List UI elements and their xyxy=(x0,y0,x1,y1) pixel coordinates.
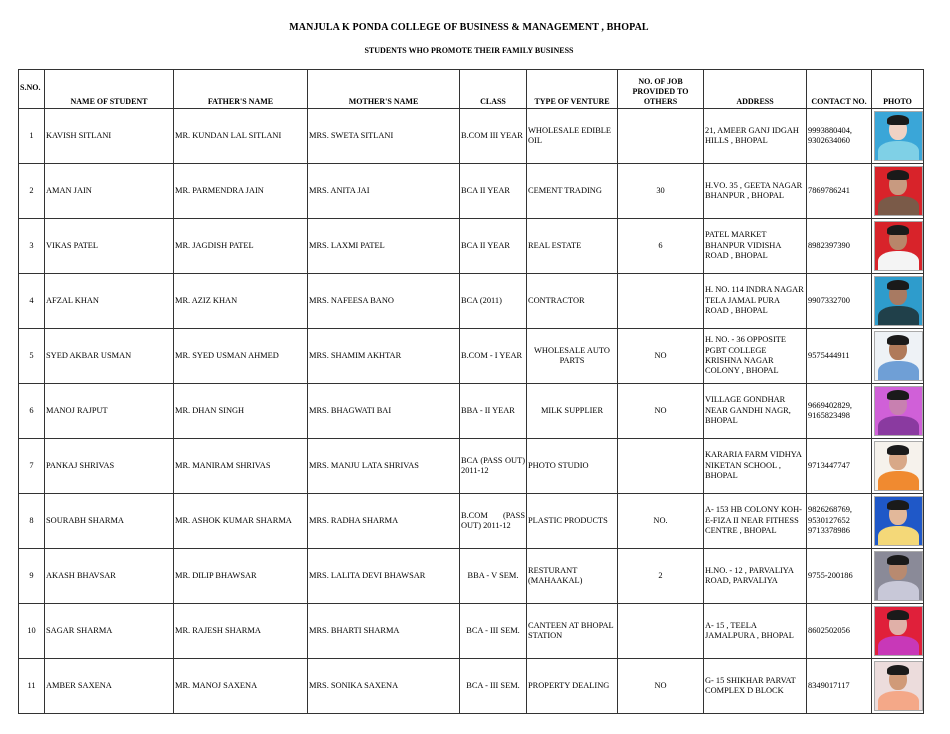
cell-student-name: SYED AKBAR USMAN xyxy=(45,329,174,384)
student-photo xyxy=(874,221,923,271)
cell-address: H.NO. - 12 , PARVALIYA ROAD, PARVALIYA xyxy=(704,549,807,604)
cell-photo xyxy=(872,109,924,164)
photo-shirt xyxy=(878,416,919,436)
cell-father-name: MR. MANIRAM SHRIVAS xyxy=(174,439,308,494)
cell-address: 21, AMEER GANJ IDGAH HILLS , BHOPAL xyxy=(704,109,807,164)
cell-class: BCA II YEAR xyxy=(460,164,527,219)
cell-venture: CEMENT TRADING xyxy=(527,164,618,219)
header-mother: MOTHER'S NAME xyxy=(308,70,460,109)
cell-photo xyxy=(872,329,924,384)
cell-father-name: MR. AZIZ KHAN xyxy=(174,274,308,329)
cell-photo xyxy=(872,439,924,494)
cell-jobs: NO xyxy=(618,659,704,714)
cell-jobs xyxy=(618,274,704,329)
header-name: NAME OF STUDENT xyxy=(45,70,174,109)
cell-class: BCA (2011) xyxy=(460,274,527,329)
cell-address: PATEL MARKET BHANPUR VIDISHA ROAD , BHOPAL xyxy=(704,219,807,274)
photo-hair xyxy=(887,225,909,235)
cell-contact: 7869786241 xyxy=(807,164,872,219)
student-photo xyxy=(874,496,923,546)
cell-venture: PLASTIC PRODUCTS xyxy=(527,494,618,549)
photo-shirt xyxy=(878,691,919,711)
table-row xyxy=(19,219,924,274)
cell-photo xyxy=(872,384,924,439)
student-photo xyxy=(874,606,923,656)
header-venture: TYPE OF VENTURE xyxy=(527,70,618,109)
cell-jobs: NO xyxy=(618,329,704,384)
cell-student-name: MANOJ RAJPUT xyxy=(45,384,174,439)
cell-venture: MILK SUPPLIER xyxy=(527,384,618,439)
cell-student-name: AMAN JAIN xyxy=(45,164,174,219)
cell-sno: 8 xyxy=(19,494,45,549)
cell-father-name: MR. RAJESH SHARMA xyxy=(174,604,308,659)
cell-jobs: NO. xyxy=(618,494,704,549)
cell-class: B.COM III YEAR xyxy=(460,109,527,164)
cell-contact: 9826268769, 9530127652 9713378986 xyxy=(807,494,872,549)
cell-contact: 9575444911 xyxy=(807,329,872,384)
photo-hair xyxy=(887,555,909,565)
student-photo xyxy=(874,551,923,601)
photo-hair xyxy=(887,390,909,400)
cell-mother-name: MRS. SHAMIM AKHTAR xyxy=(308,329,460,384)
cell-jobs: 6 xyxy=(618,219,704,274)
photo-shirt xyxy=(878,471,919,491)
cell-mother-name: MRS. SONIKA SAXENA xyxy=(308,659,460,714)
cell-address: A- 15 , TEELA JAMALPURA , BHOPAL xyxy=(704,604,807,659)
header-father: FATHER'S NAME xyxy=(174,70,308,109)
cell-jobs xyxy=(618,439,704,494)
cell-mother-name: MRS. NAFEESA BANO xyxy=(308,274,460,329)
document-title: MANJULA K PONDA COLLEGE OF BUSINESS & MANAGEMENT , BHOPAL xyxy=(289,22,649,33)
cell-photo xyxy=(872,549,924,604)
table-row xyxy=(19,274,924,329)
cell-address: A- 153 HB COLONY KOH-E-FIZA II NEAR FITHESS CENTRE , BHOPAL xyxy=(704,494,807,549)
cell-address: H. NO. 114 INDRA NAGAR TELA JAMAL PURA ROAD , BHOPAL xyxy=(704,274,807,329)
photo-shirt xyxy=(878,196,919,216)
student-photo xyxy=(874,111,923,161)
cell-father-name: MR. DHAN SINGH xyxy=(174,384,308,439)
cell-contact: 8982397390 xyxy=(807,219,872,274)
cell-father-name: MR. DILIP BHAWSAR xyxy=(174,549,308,604)
cell-address: H. NO. - 36 OPPOSITE PGBT COLLEGE KRISHNA NAGAR COLONY , BHOPAL xyxy=(704,329,807,384)
cell-photo xyxy=(872,164,924,219)
photo-hair xyxy=(887,445,909,455)
photo-shirt xyxy=(878,581,919,601)
cell-venture: PROPERTY DEALING xyxy=(527,659,618,714)
cell-father-name: MR. ASHOK KUMAR SHARMA xyxy=(174,494,308,549)
cell-father-name: MR. JAGDISH PATEL xyxy=(174,219,308,274)
cell-student-name: PANKAJ SHRIVAS xyxy=(45,439,174,494)
cell-photo xyxy=(872,604,924,659)
cell-mother-name: MRS. SWETA SITLANI xyxy=(308,109,460,164)
cell-jobs: NO xyxy=(618,384,704,439)
photo-hair xyxy=(887,280,909,290)
cell-jobs xyxy=(618,109,704,164)
cell-student-name: SOURABH SHARMA xyxy=(45,494,174,549)
photo-shirt xyxy=(878,526,919,546)
table-row xyxy=(19,439,924,494)
table-row xyxy=(19,659,924,714)
cell-photo xyxy=(872,274,924,329)
cell-father-name: MR. MANOJ SAXENA xyxy=(174,659,308,714)
cell-mother-name: MRS. BHARTI SHARMA xyxy=(308,604,460,659)
cell-sno: 3 xyxy=(19,219,45,274)
cell-sno: 11 xyxy=(19,659,45,714)
header-address: ADDRESS xyxy=(704,70,807,109)
header-class: CLASS xyxy=(460,70,527,109)
cell-contact: 8602502056 xyxy=(807,604,872,659)
header-sno: S.NO. xyxy=(19,70,45,109)
cell-class: BBA - V SEM. xyxy=(460,549,527,604)
cell-class: B.COM (PASS OUT) 2011-12 xyxy=(460,494,527,549)
photo-hair xyxy=(887,170,909,180)
cell-class: BCA (PASS OUT) 2011-12 xyxy=(460,439,527,494)
table-row xyxy=(19,384,924,439)
cell-sno: 7 xyxy=(19,439,45,494)
cell-sno: 1 xyxy=(19,109,45,164)
cell-mother-name: MRS. RADHA SHARMA xyxy=(308,494,460,549)
photo-shirt xyxy=(878,141,919,161)
photo-hair xyxy=(887,115,909,125)
cell-student-name: AKASH BHAVSAR xyxy=(45,549,174,604)
cell-student-name: KAVISH SITLANI xyxy=(45,109,174,164)
cell-class: BCA - III SEM. xyxy=(460,604,527,659)
cell-venture: REAL ESTATE xyxy=(527,219,618,274)
cell-sno: 10 xyxy=(19,604,45,659)
student-photo xyxy=(874,331,923,381)
cell-mother-name: MRS. MANJU LATA SHRIVAS xyxy=(308,439,460,494)
student-photo xyxy=(874,276,923,326)
student-photo xyxy=(874,661,923,711)
cell-photo xyxy=(872,494,924,549)
table-header-row xyxy=(19,70,924,109)
photo-hair xyxy=(887,500,909,510)
cell-contact: 9669402829, 9165823498 xyxy=(807,384,872,439)
table-body xyxy=(19,109,924,714)
cell-photo xyxy=(872,219,924,274)
cell-class: BCA - III SEM. xyxy=(460,659,527,714)
header-contact: CONTACT NO. xyxy=(807,70,872,109)
cell-address: G- 15 SHIKHAR PARVAT COMPLEX D BLOCK xyxy=(704,659,807,714)
photo-shirt xyxy=(878,251,919,271)
cell-venture: CONTRACTOR xyxy=(527,274,618,329)
cell-class: B.COM - I YEAR xyxy=(460,329,527,384)
student-photo xyxy=(874,166,923,216)
photo-shirt xyxy=(878,636,919,656)
cell-jobs xyxy=(618,604,704,659)
cell-sno: 4 xyxy=(19,274,45,329)
photo-shirt xyxy=(878,306,919,326)
cell-mother-name: MRS. LALITA DEVI BHAWSAR xyxy=(308,549,460,604)
cell-address: VILLAGE GONDHAR NEAR GANDHI NAGR, BHOPAL xyxy=(704,384,807,439)
cell-contact: 8349017117 xyxy=(807,659,872,714)
photo-shirt xyxy=(878,361,919,381)
student-photo xyxy=(874,386,923,436)
cell-sno: 9 xyxy=(19,549,45,604)
photo-hair xyxy=(887,335,909,345)
cell-sno: 2 xyxy=(19,164,45,219)
cell-mother-name: MRS. LAXMI PATEL xyxy=(308,219,460,274)
cell-photo xyxy=(872,659,924,714)
table-row xyxy=(19,549,924,604)
cell-student-name: AMBER SAXENA xyxy=(45,659,174,714)
cell-student-name: AFZAL KHAN xyxy=(45,274,174,329)
cell-contact: 9713447747 xyxy=(807,439,872,494)
cell-mother-name: MRS. ANITA JAI xyxy=(308,164,460,219)
header-jobs: NO. OF JOB PROVIDED TO OTHERS xyxy=(618,70,704,109)
cell-class: BBA - II YEAR xyxy=(460,384,527,439)
cell-student-name: SAGAR SHARMA xyxy=(45,604,174,659)
cell-contact: 9907332700 xyxy=(807,274,872,329)
table-row xyxy=(19,329,924,384)
table-row xyxy=(19,164,924,219)
table-row xyxy=(19,494,924,549)
cell-sno: 6 xyxy=(19,384,45,439)
cell-address: H.VO. 35 , GEETA NAGAR BHANPUR , BHOPAL xyxy=(704,164,807,219)
cell-contact: 9755-200186 xyxy=(807,549,872,604)
table-row xyxy=(19,109,924,164)
student-photo xyxy=(874,441,923,491)
header-photo: PHOTO xyxy=(872,70,924,109)
cell-contact: 9993880404, 9302634060 xyxy=(807,109,872,164)
cell-sno: 5 xyxy=(19,329,45,384)
cell-venture: WHOLESALE EDIBLE OIL xyxy=(527,109,618,164)
cell-venture: PHOTO STUDIO xyxy=(527,439,618,494)
cell-jobs: 30 xyxy=(618,164,704,219)
cell-jobs: 2 xyxy=(618,549,704,604)
cell-venture: WHOLESALE AUTO PARTS xyxy=(527,329,618,384)
cell-father-name: MR. PARMENDRA JAIN xyxy=(174,164,308,219)
photo-hair xyxy=(887,610,909,620)
document-subtitle: STUDENTS WHO PROMOTE THEIR FAMILY BUSINESS xyxy=(364,46,574,55)
cell-student-name: VIKAS PATEL xyxy=(45,219,174,274)
cell-address: KARARIA FARM VIDHYA NIKETAN SCHOOL , BHOPAL xyxy=(704,439,807,494)
cell-class: BCA II YEAR xyxy=(460,219,527,274)
photo-hair xyxy=(887,665,909,675)
cell-venture: RESTURANT (MAHAAKAL) xyxy=(527,549,618,604)
table-row xyxy=(19,604,924,659)
students-table xyxy=(18,69,924,714)
cell-venture: CANTEEN AT BHOPAL STATION xyxy=(527,604,618,659)
cell-mother-name: MRS. BHAGWATI BAI xyxy=(308,384,460,439)
cell-father-name: MR. SYED USMAN AHMED xyxy=(174,329,308,384)
cell-father-name: MR. KUNDAN LAL SITLANI xyxy=(174,109,308,164)
